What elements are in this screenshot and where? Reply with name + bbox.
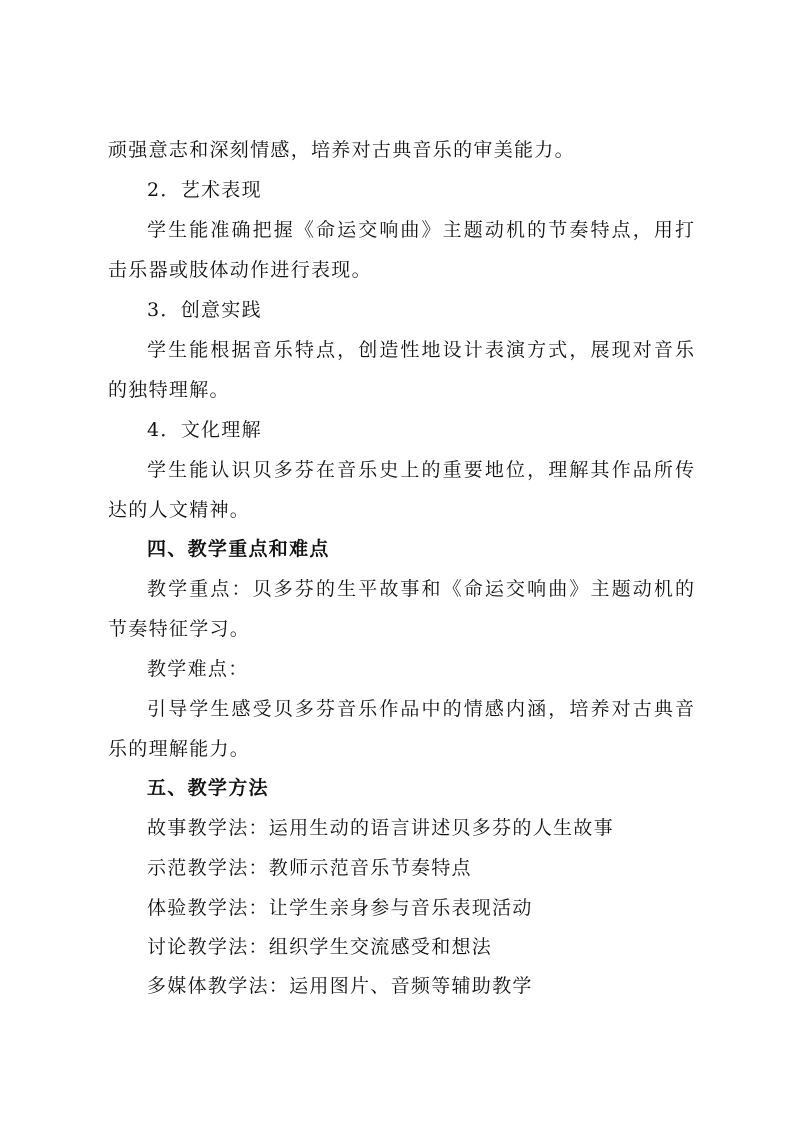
paragraph-line: 学生能根据音乐特点，创造性地设计表演方式，展现对音乐: [147, 339, 694, 361]
list-item: 讨论教学法：组织学生交流感受和想法: [147, 936, 493, 958]
paragraph-line: 学生能准确把握《命运交响曲》主题动机的节奏特点，用打: [147, 219, 694, 241]
paragraph-line: 达的人文精神。: [108, 499, 251, 521]
paragraph-line: 击乐器或肢体动作进行表现。: [108, 259, 372, 281]
subheading-cultural-understanding: 4．文化理解: [147, 419, 262, 441]
paragraph-line: 学生能认识贝多芬在音乐史上的重要地位，理解其作品所传: [147, 459, 694, 481]
paragraph-line: 乐的理解能力。: [108, 738, 251, 760]
section-heading-key-points: 四、教学重点和难点: [147, 538, 330, 560]
subheading-creative-practice: 3．创意实践: [147, 299, 262, 321]
paragraph-line: 教学重点：贝多芬的生平故事和《命运交响曲》主题动机的: [147, 578, 694, 600]
list-item: 体验教学法：让学生亲身参与音乐表现活动: [147, 897, 533, 919]
list-item: 多媒体教学法：运用图片、音频等辅助教学: [147, 975, 533, 997]
paragraph-line: 教学难点：: [147, 658, 249, 680]
section-heading-teaching-methods: 五、教学方法: [147, 777, 269, 799]
subheading-artistic-expression: 2．艺术表现: [147, 179, 262, 201]
paragraph-line: 节奏特征学习。: [108, 618, 251, 640]
paragraph-line: 的独特理解。: [108, 379, 230, 401]
list-item: 故事教学法：运用生动的语言讲述贝多芬的人生故事: [147, 817, 614, 839]
paragraph-line: 引导学生感受贝多芬音乐作品中的情感内涵，培养对古典音: [147, 698, 694, 720]
paragraph-line: 顽强意志和深刻情感，培养对古典音乐的审美能力。: [108, 139, 575, 161]
list-item: 示范教学法：教师示范音乐节奏特点: [147, 857, 472, 879]
